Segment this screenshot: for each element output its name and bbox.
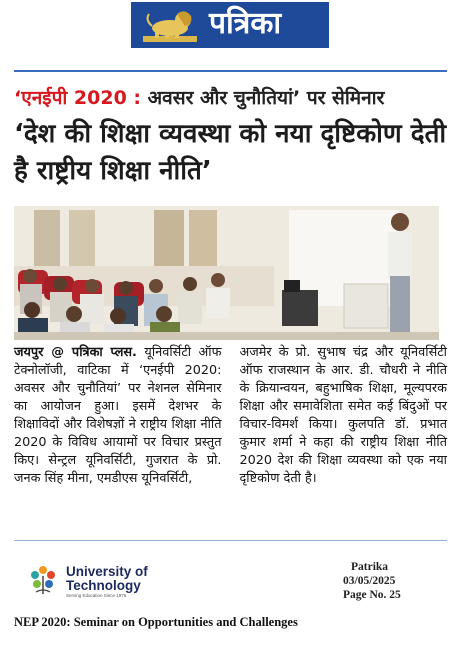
article-column-1 — [14, 344, 222, 538]
university-name-line1: University of — [66, 564, 148, 579]
seminar-photo — [14, 206, 439, 340]
university-tagline: Serving Education Since 1976 — [66, 593, 127, 598]
university-logo — [26, 562, 186, 600]
article-dateline: जयपुर @ पत्रिका प्लस. — [14, 345, 137, 360]
university-name — [66, 565, 148, 593]
kicker-rest: अवसर और चुनौतियां’ पर सेमिनार — [141, 87, 385, 109]
university-name-line2: Technology — [66, 578, 141, 593]
kicker-highlight: ‘एनईपी 2020 : — [14, 87, 142, 109]
newspaper-brand: पत्रिका — [209, 6, 282, 41]
article-kicker — [14, 86, 447, 110]
masthead-logo — [131, 2, 329, 48]
article-headline: ‘देश की शिक्षा व्यवस्था को नया दृष्टिकोण देती है राष्ट्रीय शिक्षा नीति’ — [14, 119, 447, 186]
university-emblem-icon — [26, 562, 60, 596]
bottom-rule — [14, 540, 447, 541]
source-name: Patrika — [351, 561, 389, 573]
article-column-2: अजमेर के प्रो. सुभाष चंद्र और यूनिवर्सिटी ऑफ राजस्थान के आर. डी. चौधरी ने नीति के क्रियान्वयन, बहुभाषिक शिक्षा, मूल्यपरक शिक्षा और समावेशिता समेत कई बिंदुओं पर विचार-विमर्श किया। कुलपति डॉ. प्रभात कुमार शर्मा ने कहा की राष्ट्रीय शिक्षा नीति 2020 देश की शिक्षा व्यवस्था को एक नया दृष्टिकोण देती है। — [239, 345, 447, 486]
lion-emblem-icon — [141, 6, 199, 44]
clipping-source-info — [343, 560, 453, 602]
article-column-1-text: यूनिवर्सिटी ऑफ टेक्नोलॉजी, वाटिका में ‘एनईपी 2020: अवसर और चुनौतियां’ पर नेशनल सेमिनार का आयोजन हुआ। इसमें देशभर के शिक्षाविदों और विशेषज्ञों ने राष्ट्रीय शिक्षा नीति 2020 के विविध आयामों पर विचार प्रस्तुत किए। सेन्ट्रल यूनिवर्सिटी, गुजरात के प्रो. जनक सिंह मीना, एमडीएस यूनिवर्सिटी, — [14, 345, 222, 486]
publication-date: 03/05/2025 — [343, 575, 396, 587]
page-number: Page No. 25 — [343, 589, 401, 601]
article-body — [14, 344, 447, 538]
clipping-caption: NEP 2020: Seminar on Opportunities and Challenges — [14, 615, 298, 629]
seminar-photo-illustration — [14, 206, 439, 340]
top-rule — [14, 70, 447, 72]
